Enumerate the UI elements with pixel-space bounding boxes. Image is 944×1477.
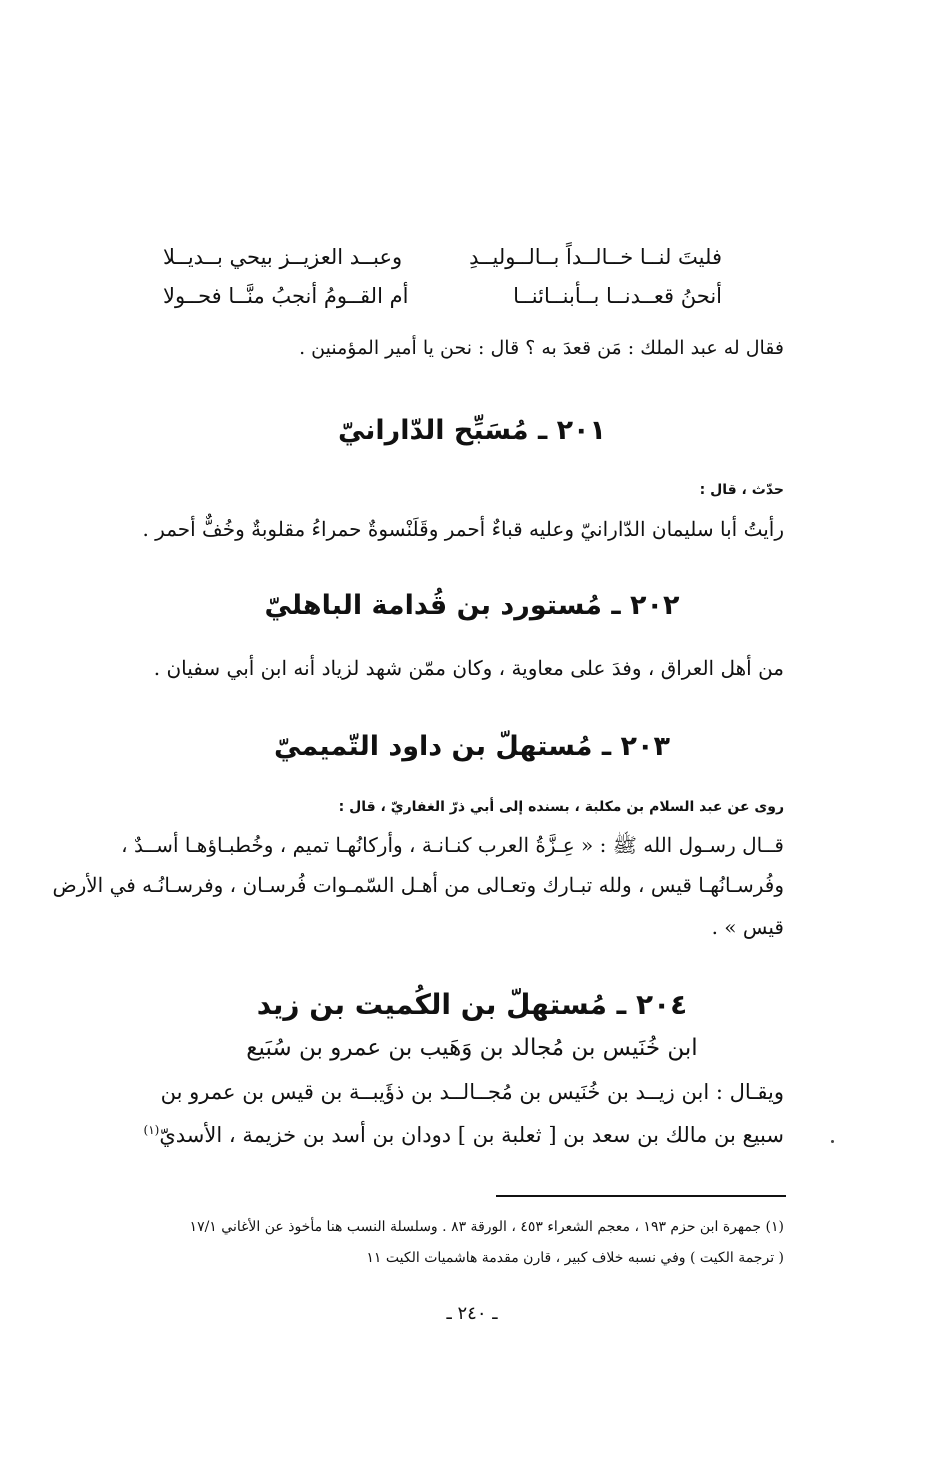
entry-203-chain: روى عن عبد السلام بن مكلبة ، بسنده إلى أبي ذرّ الغفاريّ ، قال : — [338, 799, 784, 815]
entry-201-heading: ٢٠١ ـ مُسَبِّح الدّارانيّ — [337, 415, 607, 446]
poem-line-1-first-hemistich: فليتَ لنــا خــالــداً بــالــوليــدِ — [469, 245, 722, 269]
page-number: ـ ٢٤٠ ـ — [446, 1303, 498, 1324]
entry-201-chain: حدّث ، قال : — [699, 482, 784, 498]
footnote-line-1: (١) جمهرة ابن حزم ١٩٣ ، معجم الشعراء ٤٥٣ ، الورقة ٨٣ . وسلسلة النسب هنا مأخوذ عن الأغاني ١٧/١ — [189, 1219, 784, 1235]
entry-204-lineage: ابن خُنَيس بن مُجالد بن وَهَيب بن عمرو بن سُبَيع — [246, 1035, 698, 1061]
entry-204-heading: ٢٠٤ ـ مُستهلّ بن الكُميت بن زيد — [256, 988, 688, 1021]
margin-dot — [831, 1140, 834, 1143]
poem-line-2-second-hemistich: أم القــومُ أنجبُ منَّــا فحــولا — [163, 284, 409, 308]
entry-201-body: رأيتُ أبا سليمان الدّارانيّ وعليه قباءٌ أحمر وقَلَنْسوةٌ حمراءُ مقلوبةٌ وخُفٌّ أحمر . — [142, 517, 784, 541]
poem-line-2-first-hemistich: أنحنُ قعــدنــا بــأبنــائنــا — [513, 284, 722, 308]
entry-203-heading: ٢٠٣ ـ مُستهلّ بن داود التّميميّ — [274, 731, 670, 762]
entry-204-alt-line-2-text: سبيع بن مالك بن سعد بن [ ثعلبة بن ] دودان بن أسد بن خزيمة ، الأسديّ — [159, 1123, 784, 1147]
entry-204-alt-line-2 — [144, 1123, 784, 1147]
entry-204-alt-line-1: ويقـال : ابن زيــد بن خُنَيس بن مُجــالــد بن ذؤَيبــة بن قيس بن عمرو بن — [160, 1080, 784, 1104]
poem-line-1-second-hemistich: وعبــد العزيــز بيحي بــديــلا — [163, 245, 403, 269]
entry-203-body-line-1: قــال رسـول الله ﷺ : « عِـزَّةُ العرب كنـانـة ، وأركانُهـا تميم ، وخُطبـاؤهـا أســدٌ ، — [121, 833, 784, 857]
footnote-separator — [496, 1195, 786, 1197]
entry-202-body: من أهل العراق ، وفدَ على معاوية ، وكان ممّن شهد لزياد أنه ابن أبي سفيان . — [153, 656, 784, 680]
entry-203-body-line-2: وفُرسـانُهـا قيس ، ولله تبـارك وتعـالى من أهـل السّمـوات فُرسـان ، وفرسـانُـه في الأرض — [52, 873, 784, 897]
entry-202-heading: ٢٠٢ ـ مُستورد بن قُدامة الباهليّ — [264, 590, 680, 621]
intro-closing-text: فقال له عبد الملك : مَن قعدَ به ؟ قال : نحن يا أمير المؤمنين . — [299, 337, 784, 359]
entry-203-body-line-3: قيس » . — [711, 915, 784, 939]
footnote-line-2: ( ترجمة الكيت ) وفي نسبه خلاف كبير ، قارن مقدمة هاشميات الكيت ١١ — [366, 1250, 784, 1266]
footnote-marker: (١) — [143, 1123, 160, 1137]
